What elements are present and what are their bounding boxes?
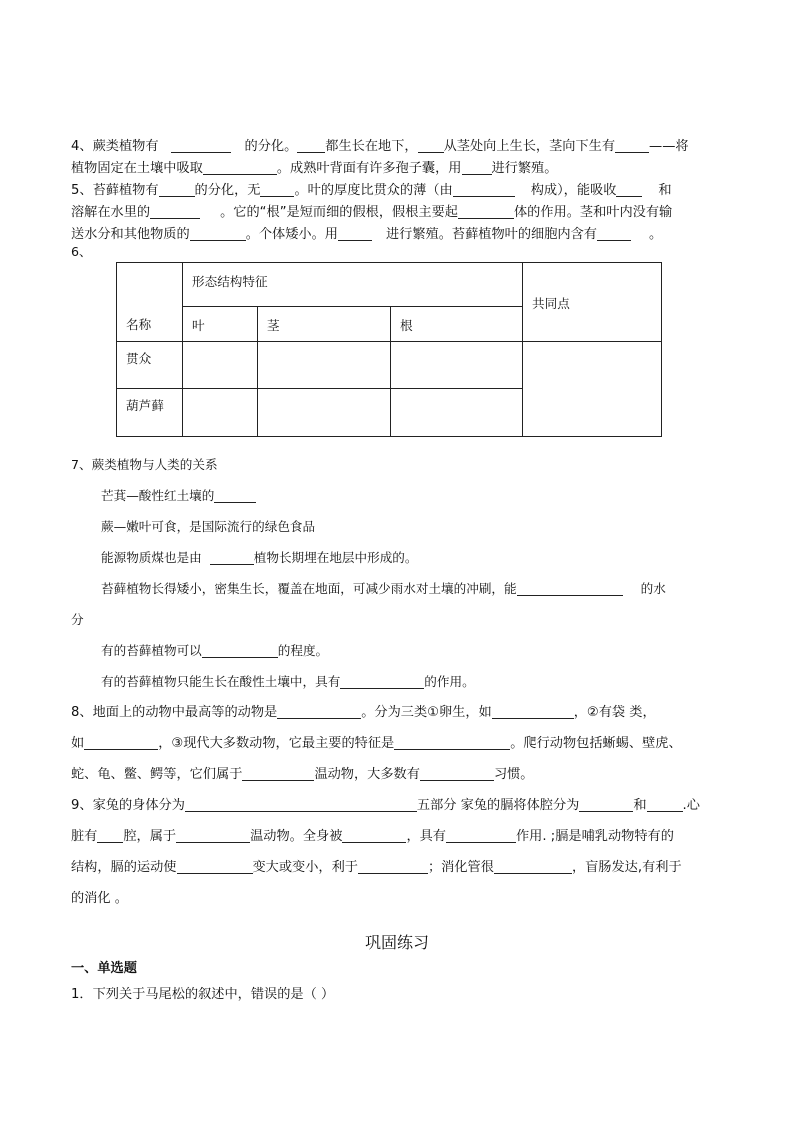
table-cell[interactable] [258, 342, 391, 389]
header-name: 名称 [117, 263, 183, 342]
table-cell[interactable] [258, 389, 391, 437]
answer-blank[interactable] [615, 138, 649, 153]
table-cell[interactable] [183, 389, 258, 437]
q6-label: 6、 [71, 244, 92, 259]
answer-blank[interactable] [185, 797, 417, 812]
q5-line2: 溶解在水里的 。它的“根”是短而细的假根，假根主要起 体的作用。茎和叶内没有输 [71, 205, 673, 220]
answer-blank[interactable] [202, 643, 278, 658]
answer-blank[interactable] [150, 204, 200, 219]
table-cell[interactable] [391, 342, 523, 389]
answer-blank[interactable] [647, 797, 683, 812]
answer-blank[interactable] [176, 828, 250, 843]
answer-blank[interactable] [420, 766, 494, 781]
answer-blank[interactable] [453, 182, 515, 197]
q8-line3: 蛇、龟、鳖、鳄等，它们属于 温动物，大多数有 习惯。 [71, 767, 534, 782]
header-common: 共同点 [523, 263, 662, 342]
q4-line1: 4、蕨类植物有 的分化。 都生长在地下， 从茎处向上生长，茎向下生有 ——将 [71, 139, 689, 154]
answer-blank[interactable] [492, 704, 574, 719]
answer-blank[interactable] [462, 160, 492, 175]
q7-line2: 蕨—嫩叶可食，是国际流行的绿色食品 [101, 519, 316, 534]
q7-line4: 苔藓植物长得矮小，密集生长，覆盖在地面，可减少雨水对土壤的冲刷，能 的水 [101, 581, 666, 596]
header-leaf: 叶 [183, 307, 258, 342]
answer-blank[interactable] [242, 766, 314, 781]
answer-blank[interactable] [277, 704, 361, 719]
answer-blank[interactable] [418, 138, 444, 153]
answer-blank[interactable] [190, 226, 246, 241]
answer-blank[interactable] [494, 859, 572, 874]
answer-blank[interactable] [394, 735, 510, 750]
answer-blank[interactable] [177, 859, 253, 874]
q7-line6: 有的苔藓植物只能生长在酸性土壤中，具有 的作用。 [101, 674, 475, 689]
answer-blank[interactable] [171, 138, 231, 153]
part-heading: 一、单选题 [71, 961, 137, 976]
q9-line1: 9、家兔的身体分为 五部分 家兔的膈将体腔分为 和 .心 [71, 798, 700, 813]
answer-blank[interactable] [446, 828, 516, 843]
answer-blank[interactable] [458, 204, 514, 219]
table-cell[interactable] [391, 389, 523, 437]
answer-blank[interactable] [203, 160, 277, 175]
q8-line1: 8、地面上的动物中最高等的动物是 。分为三类①卵生，如 ，②有袋 类， [71, 705, 656, 720]
q5-line3: 送水分和其他物质的 。个体矮小。用 进行繁殖。苔藓植物叶的细胞内含有 。 [71, 227, 663, 242]
q9-line3: 结构，膈的运动使 变大或变小，利于 ；消化管很 ，盲肠发达,有利于 [71, 860, 682, 875]
answer-blank[interactable] [214, 488, 256, 503]
answer-blank[interactable] [338, 226, 372, 241]
answer-blank[interactable] [297, 138, 325, 153]
q7-line4-cont: 分 [71, 612, 84, 627]
answer-blank[interactable] [358, 859, 428, 874]
answer-blank[interactable] [84, 735, 158, 750]
row-name: 葫芦藓 [117, 389, 183, 437]
section-heading: 巩固练习 [364, 933, 429, 952]
answer-blank[interactable] [342, 828, 406, 843]
question-1: 1．下列关于马尾松的叙述中，错误的是（ ） [71, 987, 335, 1002]
table-cell[interactable] [523, 342, 662, 437]
table-cell[interactable] [183, 342, 258, 389]
q7-line5: 有的苔藓植物可以 的程度。 [101, 643, 329, 658]
answer-blank[interactable] [616, 182, 642, 197]
header-stem: 茎 [258, 307, 391, 342]
answer-blank[interactable] [260, 182, 294, 197]
q7-title: 7、蕨类植物与人类的关系 [71, 457, 218, 472]
q7-line1: 芒萁—酸性红土壤的 [101, 487, 256, 505]
answer-blank[interactable] [159, 182, 195, 197]
q4-line2: 植物固定在土壤中吸取 。成熟叶背面有许多孢子囊，用 进行繁殖。 [71, 161, 558, 176]
row-name: 贯众 [117, 342, 183, 389]
answer-blank[interactable] [597, 226, 631, 241]
answer-blank[interactable] [97, 828, 123, 843]
q5-line1: 5、苔藓植物有 的分化，无 。叶的厚度比贯众的薄（由 构成），能吸收 和 [71, 183, 672, 198]
answer-blank[interactable] [517, 581, 623, 596]
answer-blank[interactable] [340, 674, 424, 689]
header-root: 根 [391, 307, 523, 342]
q9-line2: 脏有 腔，属于 温动物。全身被 ，具有 作用. ;膈是哺乳动物特有的 [71, 829, 674, 844]
comparison-table [116, 262, 662, 437]
answer-blank[interactable] [210, 550, 254, 565]
answer-blank[interactable] [579, 797, 633, 812]
q8-line2: 如 ，③现代大多数动物，它最主要的特征是 。爬行动物包括蜥蜴、壁虎、 [71, 736, 682, 751]
header-features: 形态结构特征 [183, 263, 523, 307]
q7-line3: 能源物质煤也是由 植物长期埋在地层中形成的。 [101, 550, 418, 565]
q9-line4: 的消化 。 [71, 891, 128, 906]
